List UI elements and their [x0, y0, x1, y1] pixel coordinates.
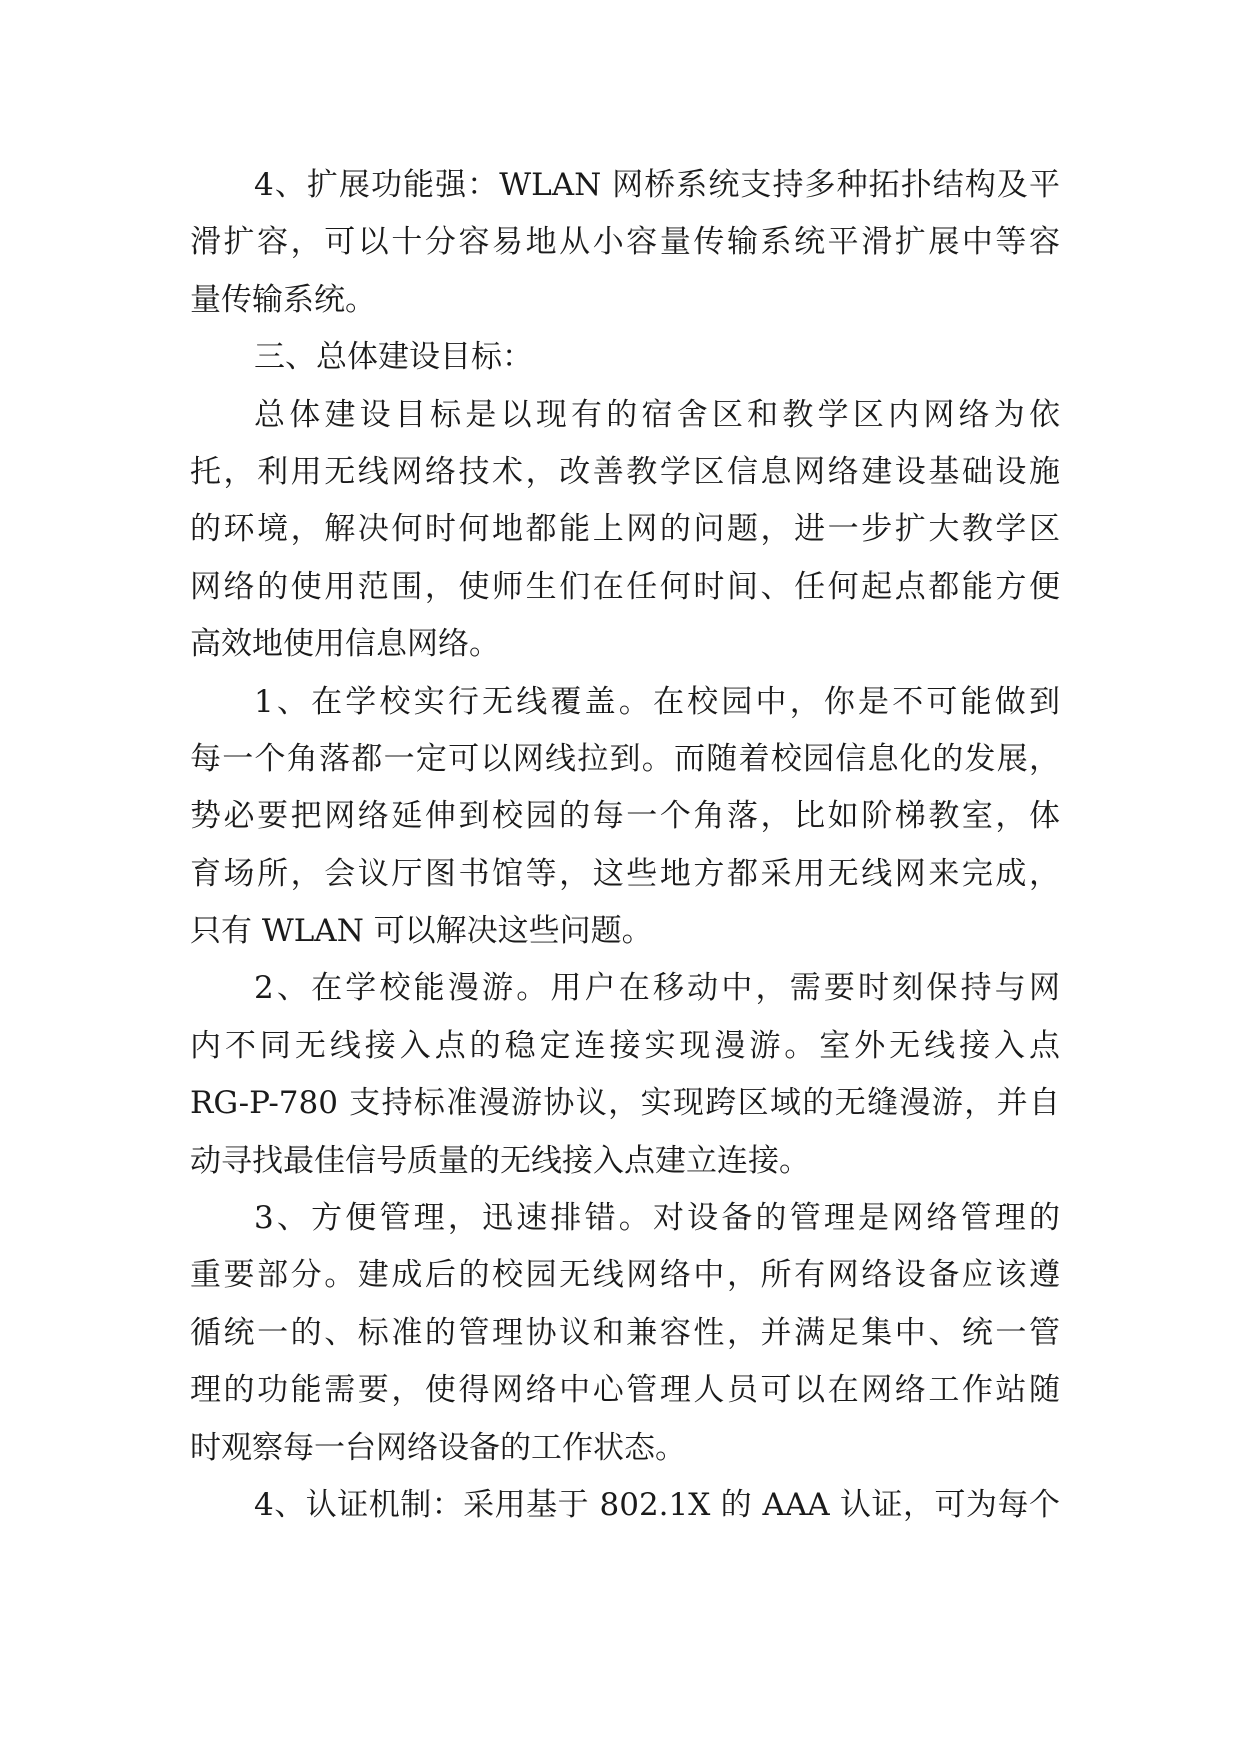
- text-line: 只有 WLAN 可以解决这些问题。: [190, 913, 653, 950]
- text-line: 育场所，会议厅图书馆等，这些地方都采用无线网来完成，: [190, 855, 1060, 892]
- text-line: 动寻找最佳信号质量的无线接入点建立连接。: [190, 1142, 810, 1179]
- text-line: 托，利用无线网络技术，改善教学区信息网络建设基础设施: [190, 453, 1060, 490]
- text-line: 势必要把网络延伸到校园的每一个角落，比如阶梯教室，体: [190, 798, 1060, 835]
- text-line: RG-P-780 支持标准漫游协议，实现跨区域的无缝漫游，并自: [190, 1085, 1060, 1122]
- text-line: 循统一的、标准的管理协议和兼容性，并满足集中、统一管: [190, 1314, 1060, 1351]
- text-line: 4、认证机制：采用基于 802.1X 的 AAA 认证，可为每个: [254, 1486, 1060, 1523]
- text-line: 1、在学校实行无线覆盖。在校园中，你是不可能做到: [254, 683, 1060, 720]
- text-line: 内不同无线接入点的稳定连接实现漫游。室外无线接入点: [190, 1027, 1060, 1064]
- text-line: 理的功能需要，使得网络中心管理人员可以在网络工作站随: [190, 1372, 1060, 1409]
- text-line: 网络的使用范围，使师生们在任何时间、任何起点都能方便: [190, 568, 1060, 605]
- text-line: 的环境，解决何时何地都能上网的问题，进一步扩大教学区: [190, 511, 1060, 548]
- text-line: 4、扩展功能强：WLAN 网桥系统支持多种拓扑结构及平: [254, 167, 1060, 203]
- text-line: 每一个角落都一定可以网线拉到。而随着校园信息化的发展，: [190, 740, 1060, 777]
- text-line: 三、总体建设目标：: [254, 339, 533, 376]
- text-line: 3、方便管理，迅速排错。对设备的管理是网络管理的: [254, 1200, 1060, 1237]
- text-line: 时观察每一台网络设备的工作状态。: [190, 1429, 686, 1466]
- text-line: 重要部分。建成后的校园无线网络中，所有网络设备应该遵: [190, 1257, 1060, 1294]
- text-line: 总体建设目标是以现有的宿舍区和教学区内网络为依: [254, 396, 1060, 433]
- text-line: 2、在学校能漫游。用户在移动中，需要时刻保持与网: [254, 970, 1060, 1007]
- body-text: [190, 157, 1060, 1534]
- text-line: 高效地使用信息网络。: [190, 626, 500, 663]
- text-line: 量传输系统。: [190, 281, 376, 318]
- text-line: 滑扩容，可以十分容易地从小容量传输系统平滑扩展中等容: [190, 224, 1060, 261]
